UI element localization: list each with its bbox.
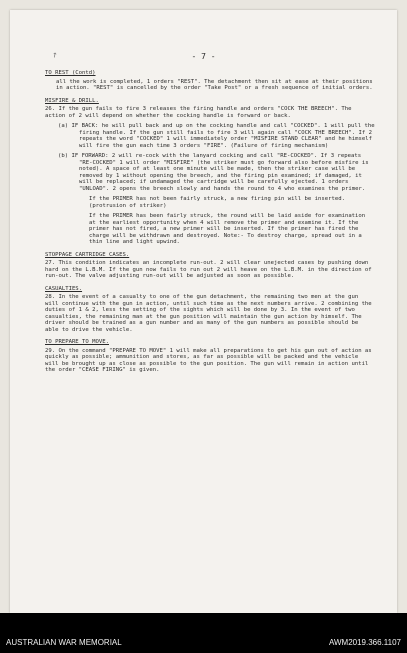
- paragraph-primer-struck: If the PRIMER has been fairly struck, the round will be laid aside for examination at the earliest opportunity when 4 will remove the primer and examine it. If the primer has not fired, a new primer will be inserted. If the primer has fired the charge will be withdrawn and destroyed. Note:- To destroy charge, spread out in a thin line and light upwind.: [89, 213, 369, 245]
- document-page: [10, 10, 397, 613]
- page-body: [45, 70, 378, 378]
- pencil-mark: ↗: [49, 49, 60, 61]
- section-heading-stoppage: STOPPAGE CARTRIDGE CASES.: [45, 251, 130, 258]
- paragraph-28: 28. In the event of a casualty to one of the gun detachment, the remaining two men at the gun will continue with the gun in action, until such time as the next numbers arrive. 2 combining the duties of 1 & 2, less the setting of the sights which will be done by 3. In the event of two casualties, the remaining man at the gun position will maintain the gun action by himself. The driver should be trained as a gun number and as many of the gun numbers as possible should be able to drive the vehicle.: [45, 294, 376, 333]
- paragraph-29: 29. On the command "PREPARE TO MOVE" 1 will make all preparations to get his gun out of action as quickly as possible; ammunition and stores, as far as possible will be packed and the vehicle will be brought up as close as possible to the gun position. The gun will remain in action until the order "CEASE FIRING" is given.: [45, 347, 376, 373]
- paragraph-27: 27. This condition indicates an incomplete run-out. 2 will clear unejected cases by pushing down hard on the L.B.M. If the gun now fails to run out 2 will heave on the L.B.M. in the direction of run-out. The valve adjusting run-out will be adjusted as soon as possible.: [45, 260, 376, 279]
- paragraph-26b: (b) IF FORWARD: 2 will re-cock with the lanyard cocking and call "RE-COCKED". If 3 repeats "RE-COCKED" 1 will order "MISFIRE" (the striker must go forward also before misfire is noted). A space of at least one minute will be made, then the striker case will be removed by 1 without opening the breech, and the firing pin examined; if damaged, it will be replaced; if undamaged the cartridge will be carefully ejected. 1 orders "UNLOAD". 2 opens the breech slowly and hands the round to 4 who examines the primer.: [58, 153, 372, 192]
- section-heading-misfire: MISFIRE & DRILL.: [45, 97, 99, 104]
- section-heading-prepare-to-move: TO PREPARE TO MOVE.: [45, 339, 109, 345]
- footer-bar: [0, 613, 407, 653]
- section-heading-casualties: CASUALTIES.: [45, 285, 83, 292]
- footer-accession-number: AWM2019.366.1107: [328, 638, 401, 647]
- paragraph-26: 26. If the gun fails to fire 3 releases the firing handle and orders "COCK THE BREECH". The action of 2 will depend on whether the cocking handle is forward or back.: [45, 106, 355, 119]
- paragraph-26a: (a) IF BACK: he will pull back and up on the cocking handle and call "COCKED". 1 will pull the firing handle. If the gun still fails to fire 3 will again call "COCK THE BREECH". If 2 repeats the word "COCKED" 1 will immediately order "MISFIRE STAND CLEAR" and he himself will fire the gun each time 3 orders "FIRE". (Failure of firing mechanism): [58, 123, 378, 149]
- footer-source: AUSTRALIAN WAR MEMORIAL: [6, 638, 122, 647]
- page-number: - 7 -: [191, 52, 216, 61]
- paragraph-primer-not-struck: If the PRIMER has not been fairly struck, a new firing pin will be inserted. (protrusion of striker): [89, 196, 349, 209]
- paragraph: all the work is completed, 1 orders "REST". The detachment then sit at ease at their positions in action. "REST" is cancelled by the order "Take Post" or a fresh sequence of initial orders.: [56, 78, 376, 91]
- section-heading-to-rest: TO REST (Contd): [45, 70, 96, 76]
